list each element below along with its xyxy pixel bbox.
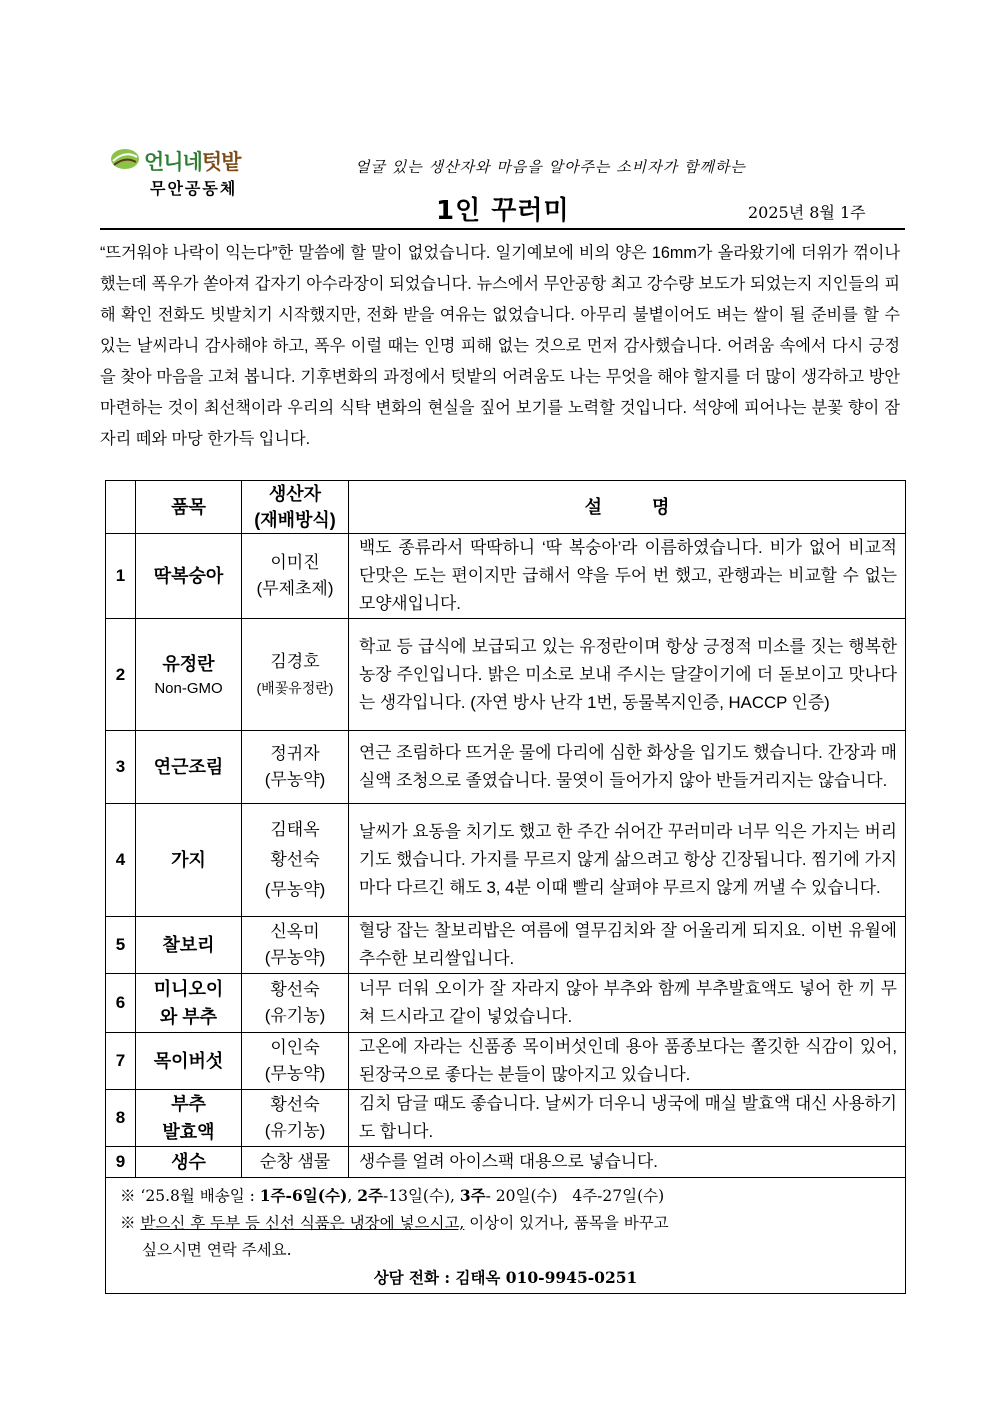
delivery-schedule: ※ ‘25.8월 배송일 : 1주-6일(수), 2주-13일(수), 3주- 20일(수) 4주-27일(수) bbox=[120, 1186, 665, 1205]
storage-note: ※ 받으신 후 두부 등 신선 식품은 냉장에 넣으시고, 이상이 있거나, 품목을 바꾸고 bbox=[120, 1214, 669, 1232]
table-row bbox=[106, 804, 906, 917]
item-name: 미니오이 와 부추 bbox=[136, 974, 242, 1033]
table-row bbox=[106, 1033, 906, 1090]
producer-cell: 김태옥 황선숙 (무농약) bbox=[242, 804, 349, 917]
footer-notes bbox=[106, 1178, 906, 1294]
leaf-logo-icon bbox=[110, 148, 140, 170]
storage-note-line2: 싶으시면 연락 주세요. bbox=[142, 1241, 292, 1259]
item-description: 연근 조림하다 뜨거운 물에 다리에 심한 화상을 입기도 했습니다. 간장과 매실액 조청으로 졸였습니다. 물엿이 들어가지 않아 반들거리지는 않습니다. bbox=[349, 731, 906, 804]
table-row bbox=[106, 1147, 906, 1178]
item-name: 가지 bbox=[136, 804, 242, 917]
footer-row bbox=[106, 1178, 906, 1294]
table-row bbox=[106, 917, 906, 974]
producer-cell: 정귀자 (무농약) bbox=[242, 731, 349, 804]
item-description: 생수를 얼려 아이스팩 대용으로 넣습니다. bbox=[349, 1147, 906, 1178]
contact-phone: 상담 전화 : 김태옥 010-9945-0251 bbox=[373, 1268, 638, 1287]
producer-cell: 이인숙 (무농약) bbox=[242, 1033, 349, 1090]
row-number: 9 bbox=[106, 1147, 136, 1178]
item-name: 찰보리 bbox=[136, 917, 242, 974]
producer-cell: 이미진 (무제초제) bbox=[242, 534, 349, 619]
item-description: 너무 더워 오이가 잘 자라지 않아 부추와 함께 부추발효액도 넣어 한 끼 무쳐 드시라고 같이 넣었습니다. bbox=[349, 974, 906, 1033]
item-description: 고온에 자라는 신품종 목이버섯인데 용아 품종보다는 쫄깃한 식감이 있어, 된장국으로 좋다는 분들이 많아지고 있습니다. bbox=[349, 1033, 906, 1090]
row-number: 7 bbox=[106, 1033, 136, 1090]
row-number: 8 bbox=[106, 1090, 136, 1147]
table-row bbox=[106, 731, 906, 804]
table-row bbox=[106, 534, 906, 619]
header-item: 품목 bbox=[136, 481, 242, 534]
intro-paragraph: “뜨거워야 나락이 익는다”한 말씀에 할 말이 없었습니다. 일기예보에 비의 양은 16mm가 올라왔기에 더위가 꺾이나 했는데 폭우가 쏟아져 갑자기 아수라장이 되었습니다. 뉴스에서 무안공항 최고 강수량 보도가 되었는지 지인들의 피해 확인 전화도 빗발치기 시작했지만, 전화 받을 여유는 없었습니다. 아무리 불볕이어도 벼는 쌀이 될 준비를 할 수 있는 날씨라니 감사해야 하고, 폭우 이럴 때는 인명 피해 없는 것으로 먼저 감사했습니다. 어려움 속에서 다시 긍정을 찾아 마음을 고쳐 봅니다. 기후변화의 과정에서 텃밭의 어려움도 나는 무엇을 해야 할지를 더 많이 생각하고 방안 마련하는 것이 최선책이라 우리의 식탁 변화의 현실을 짚어 보기를 노력할 것입니다. 석양에 피어나는 분꽃 향이 잠자리 떼와 마당 한가득 입니다. bbox=[100, 244, 900, 448]
product-table bbox=[105, 480, 906, 1294]
header-producer: 생산자 (재배방식) bbox=[242, 481, 349, 534]
producer-cell: 황선숙 (유기농) bbox=[242, 974, 349, 1033]
issue-date: 2025년 8월 1주 bbox=[748, 203, 866, 222]
table-row bbox=[106, 619, 906, 731]
item-description: 백도 종류라서 딱딱하니 ‘딱 복숭아’라 이름하였습니다. 비가 없어 비교적 단맛은 도는 편이지만 급해서 약을 두어 번 했고, 관행과는 비교할 수 없는 모양새입니다. bbox=[349, 534, 906, 619]
item-description: 학교 등 급식에 보급되고 있는 유정란이며 항상 긍정적 미소를 짓는 행복한 농장 주인입니다. 밝은 미소로 보내 주시는 달걀이기에 더 돋보이고 맛나다는 생각입니다. (자연 방사 난각 1번, 동물복지인증, HACCP 인증) bbox=[349, 619, 906, 731]
logo-subtitle: 무안공동체 bbox=[150, 179, 238, 198]
header-description: 설 명 bbox=[349, 481, 906, 534]
item-name: 딱복숭아 bbox=[136, 534, 242, 619]
producer-cell: 신옥미 (무농약) bbox=[242, 917, 349, 974]
row-number: 2 bbox=[106, 619, 136, 731]
item-name: 연근조림 bbox=[136, 731, 242, 804]
row-number: 4 bbox=[106, 804, 136, 917]
header-number bbox=[106, 481, 136, 534]
table-header-row bbox=[106, 481, 906, 534]
row-number: 5 bbox=[106, 917, 136, 974]
producer-cell: 김경호 (배꽃유정란) bbox=[242, 619, 349, 731]
item-name: 목이버섯 bbox=[136, 1033, 242, 1090]
producer-cell: 순창 샘물 bbox=[242, 1147, 349, 1178]
row-number: 6 bbox=[106, 974, 136, 1033]
table-row bbox=[106, 974, 906, 1033]
title-divider bbox=[100, 228, 905, 230]
item-name: 유정란 Non-GMO bbox=[136, 619, 242, 731]
logo bbox=[108, 146, 268, 198]
item-description: 김치 담글 때도 좋습니다. 날씨가 더우니 냉국에 매실 발효액 대신 사용하기도 합니다. bbox=[349, 1090, 906, 1147]
item-name: 부추 발효액 bbox=[136, 1090, 242, 1147]
row-number: 1 bbox=[106, 534, 136, 619]
row-number: 3 bbox=[106, 731, 136, 804]
page-title: 1인 꾸러미 bbox=[436, 196, 570, 226]
producer-cell: 황선숙 (유기농) bbox=[242, 1090, 349, 1147]
item-description: 혈당 잡는 찰보리밥은 여름에 열무김치와 잘 어울리게 되지요. 이번 유월에 추수한 보리쌀입니다. bbox=[349, 917, 906, 974]
item-name: 생수 bbox=[136, 1147, 242, 1178]
slogan: 얼굴 있는 생산자와 마음을 알아주는 소비자가 함께하는 bbox=[355, 158, 746, 176]
item-description: 날씨가 요동을 치기도 했고 한 주간 쉬어간 꾸러미라 너무 익은 가지는 버리기도 했습니다. 가지를 무르지 않게 삶으려고 항상 긴장됩니다. 찜기에 가지마다 다르긴 해도 3, 4분 이때 빨리 살펴야 무르지 않게 꺼낼 수 있습니다. bbox=[349, 804, 906, 917]
logo-name: 언니네텃밭 bbox=[144, 150, 241, 174]
table-row bbox=[106, 1090, 906, 1147]
